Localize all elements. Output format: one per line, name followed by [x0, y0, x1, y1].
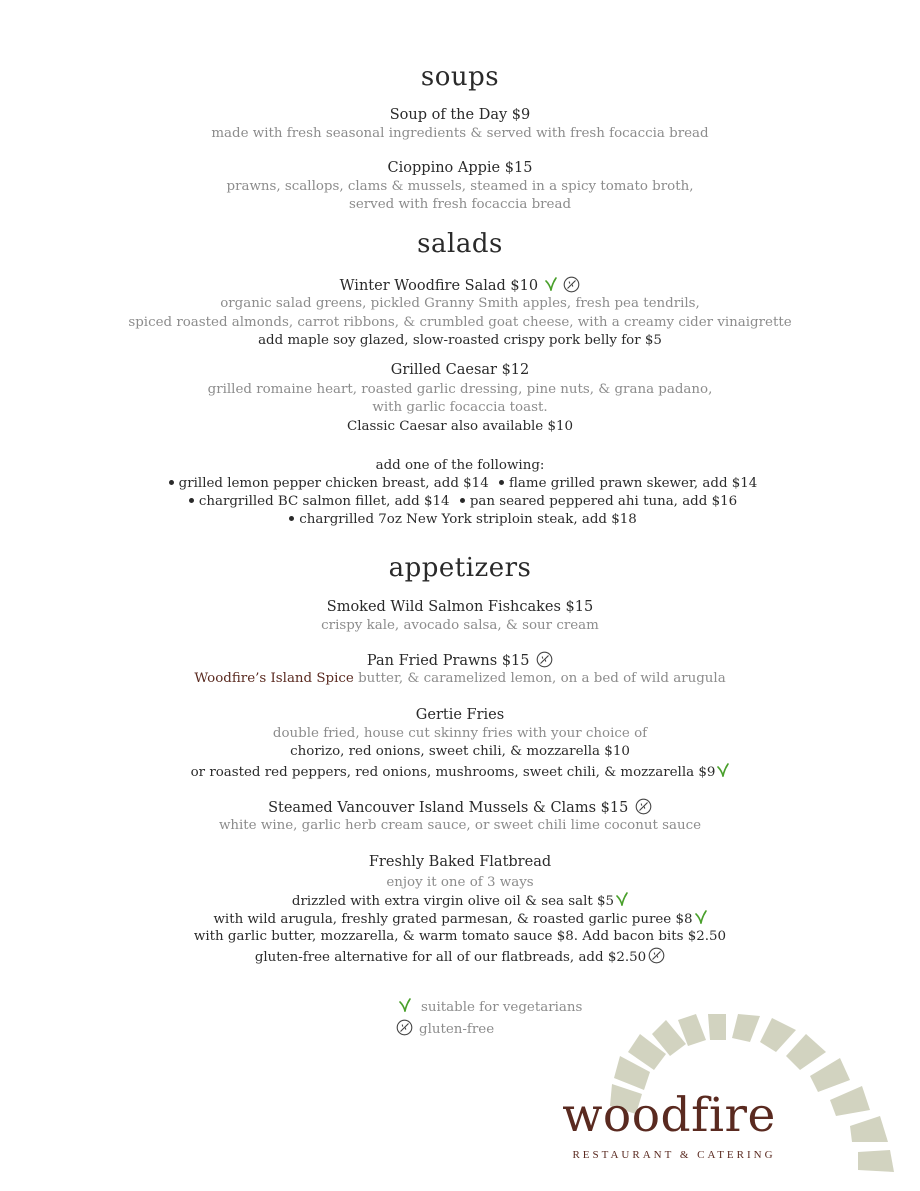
bullet	[189, 498, 194, 503]
menu-item-option: gluten-free alternative for all of our flatbreads, add $2.50	[254, 950, 647, 965]
menu-item-description: served with fresh focaccia bread	[348, 197, 572, 212]
gluten-free-icon	[396, 1019, 413, 1036]
menu-item-option: or roasted red peppers, red onions, mushrooms, sweet chili, & mozzarella $9	[190, 765, 716, 780]
menu-item-description: enjoy it one of 3 ways	[386, 875, 534, 890]
section-title-appetizers: appetizers	[388, 553, 532, 583]
addons-line	[0, 494, 920, 509]
menu-item-addon: Classic Caesar also available $10	[346, 419, 574, 434]
menu-item-pan-fried-prawns	[0, 651, 920, 669]
menu-item-name: Pan Fried Prawns $15	[366, 653, 530, 669]
gluten-free-icon	[635, 798, 652, 815]
menu-item-description: organic salad greens, pickled Granny Smith apples, fresh pea tendrils,	[220, 296, 700, 311]
menu-item-option: with wild arugula, freshly grated parmesan, & roasted garlic puree $8	[213, 912, 693, 927]
addon-option: chargrilled BC salmon fillet, add $14	[198, 494, 450, 509]
menu-item-description: grilled romaine heart, roasted garlic dressing, pine nuts, & grana padano,	[207, 382, 713, 397]
addon-option: chargrilled 7oz New York striploin steak, add $18	[299, 512, 637, 527]
menu-item-name: Cioppino Appie $15	[387, 160, 533, 176]
gluten-free-icon	[536, 651, 553, 668]
menu-item-description	[0, 671, 920, 686]
leaf-icon	[399, 998, 411, 1012]
legend-label: suitable for vegetarians	[421, 1000, 583, 1015]
brand-spice-name: Woodfire’s Island Spice	[194, 671, 354, 686]
menu-item-name: Smoked Wild Salmon Fishcakes $15	[326, 599, 594, 615]
menu-item-description: spiced roasted almonds, carrot ribbons, & crumbled goat cheese, with a creamy cider vinaigrette	[128, 315, 792, 330]
menu-item-option: drizzled with extra virgin olive oil & sea salt $5	[291, 894, 615, 909]
menu-item-option-veg	[0, 910, 920, 927]
menu-item-winter-salad	[0, 276, 920, 294]
section-title-soups: soups	[420, 62, 500, 92]
description-text: butter, & caramelized lemon, on a bed of wild arugula	[353, 671, 726, 686]
section-title-salads: salads	[417, 229, 503, 259]
menu-item-name: Freshly Baked Flatbread	[368, 854, 552, 870]
menu-item-name: Soup of the Day $9	[389, 107, 531, 123]
gluten-free-icon	[563, 276, 580, 293]
menu-item-description: made with fresh seasonal ingredients & served with fresh focaccia bread	[211, 126, 709, 141]
legend-label: gluten-free	[419, 1022, 495, 1037]
menu-item-option-veg	[0, 763, 920, 780]
addon-option: grilled lemon pepper chicken breast, add $14	[178, 476, 489, 491]
menu-item-option: with garlic butter, mozzarella, & warm tomato sauce $8. Add bacon bits $2.50	[193, 929, 727, 944]
legend-vegetarian	[397, 998, 582, 1015]
addons-line	[0, 476, 920, 491]
addons-line	[0, 512, 920, 527]
gluten-free-icon	[648, 947, 665, 964]
menu-item-description: white wine, garlic herb cream sauce, or sweet chili lime coconut sauce	[218, 818, 702, 833]
addon-option: pan seared peppered ahi tuna, add $16	[469, 494, 738, 509]
menu-item-name: Winter Woodfire Salad $10	[339, 278, 539, 294]
logo-tagline: RESTAURANT & CATERING	[572, 1149, 776, 1161]
menu-item-name: Gertie Fries	[415, 707, 505, 723]
leaf-icon	[545, 277, 557, 291]
menu-item-name: Steamed Vancouver Island Mussels & Clams $15	[268, 800, 629, 816]
bullet	[289, 516, 294, 521]
leaf-icon	[695, 910, 707, 924]
menu-item-name: Grilled Caesar $12	[390, 362, 530, 378]
menu-item-description: prawns, scallops, clams & mussels, steamed in a spicy tomato broth,	[226, 179, 694, 194]
addons-heading: add one of the following:	[375, 458, 545, 473]
bullet	[499, 480, 504, 485]
leaf-icon	[717, 763, 729, 777]
menu-item-option: chorizo, red onions, sweet chili, & mozzarella $10	[290, 744, 630, 759]
menu-item-description: crispy kale, avocado salsa, & sour cream	[321, 618, 599, 633]
addon-option: flame grilled prawn skewer, add $14	[508, 476, 758, 491]
menu-item-addon: add maple soy glazed, slow-roasted crispy pork belly for $5	[258, 333, 662, 348]
bullet	[169, 480, 174, 485]
menu-item-description: with garlic focaccia toast.	[372, 400, 548, 415]
legend-gluten-free	[394, 1019, 494, 1037]
menu-item-description: double fried, house cut skinny fries with your choice of	[272, 726, 648, 741]
menu-item-mussels	[0, 798, 920, 816]
menu-item-option-veg	[0, 892, 920, 909]
bullet	[460, 498, 465, 503]
leaf-icon	[616, 892, 628, 906]
logo-wordmark: woodfire	[562, 1088, 776, 1143]
menu-item-option-gf	[0, 947, 920, 965]
